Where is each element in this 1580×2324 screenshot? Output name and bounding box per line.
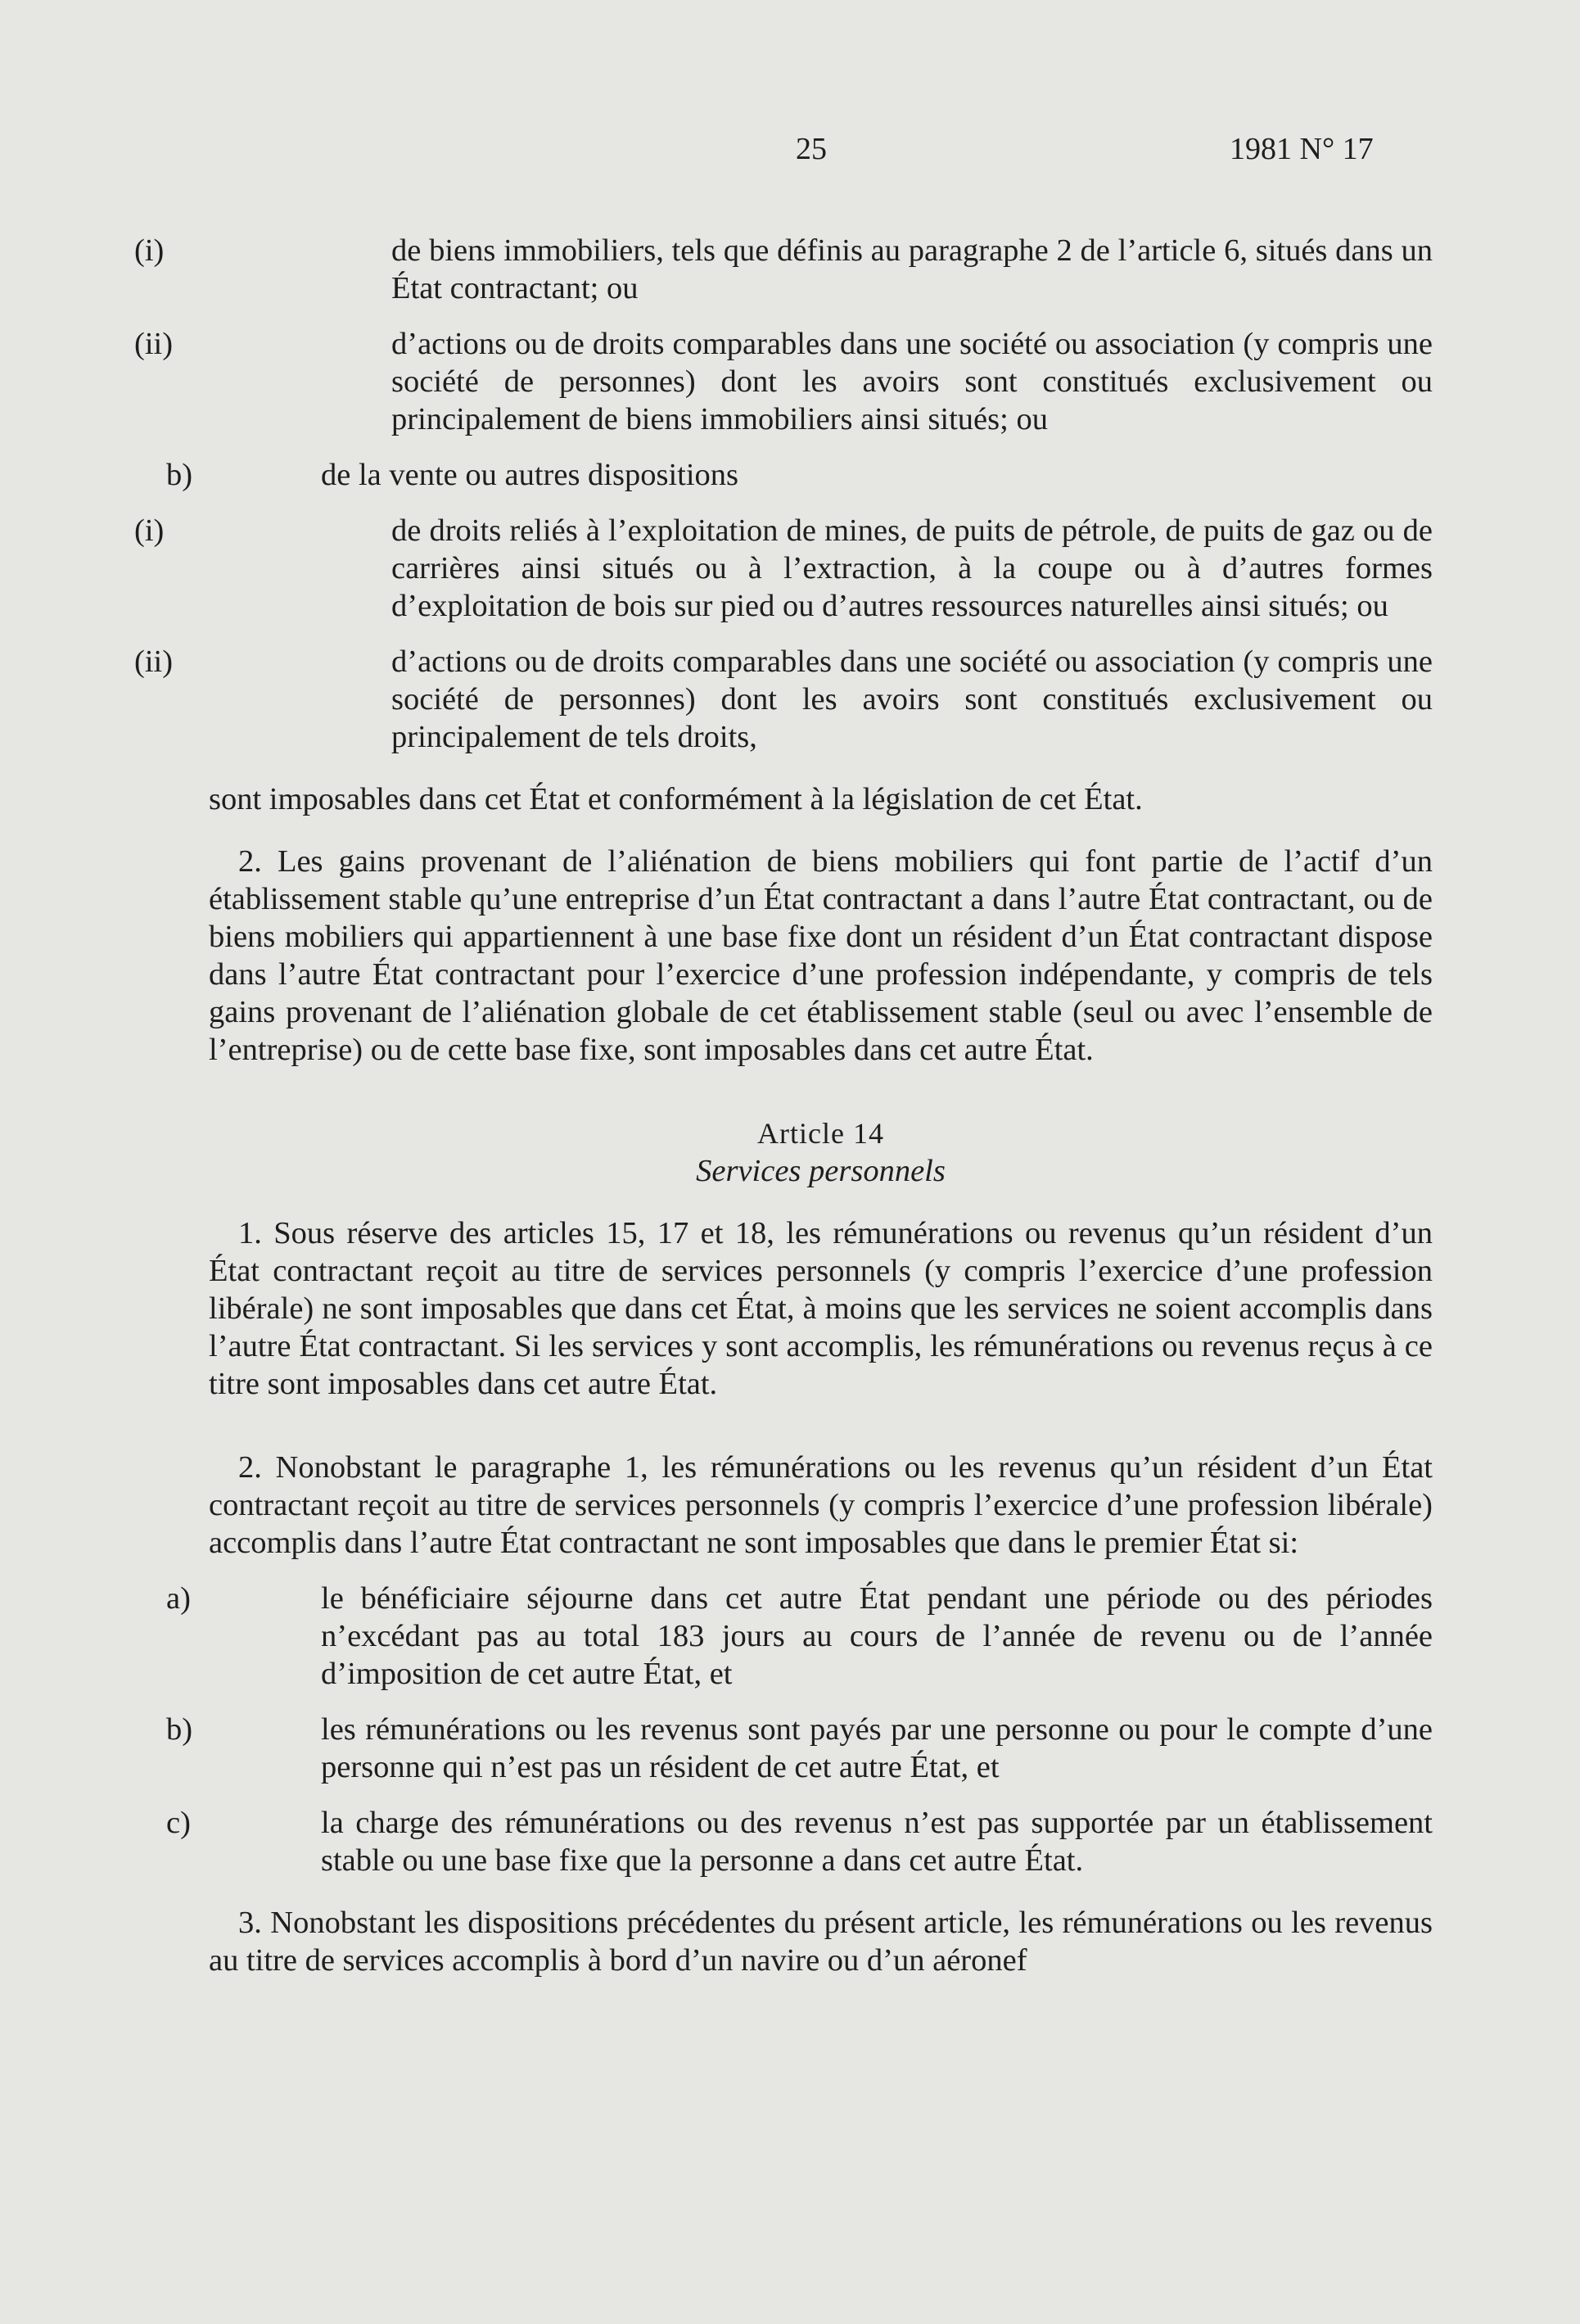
list-item-b [166,1711,1433,1786]
item-label: b) [166,458,193,492]
page-header [0,131,1580,180]
item-text: de biens immobiliers, tels que définis au paragraphe 2 de l’article 6, situés dans un État contractant; ou [391,233,1433,305]
item-text: de droits reliés à l’exploitation de mines, de puits de pétrole, de puits de gaz ou de carrières ainsi situés ou à l’extraction, à la coupe ou à d’autres formes d’exploitation de bois sur pied ou d’autres ressources naturelles ainsi situés; ou [391,513,1433,623]
list-item-b-ii [134,643,1433,756]
list-item-c [166,1804,1433,1879]
year-number: 1981 N° 17 [1230,132,1374,166]
item-label: (ii) [134,644,174,679]
item-text: d’actions ou de droits comparables dans une société ou association (y compris une société de personnes) dont les avoirs sont constitués exclusivement ou principalement de biens immobiliers ainsi situés; ou [391,327,1433,436]
item-label: (i) [134,513,165,548]
article-subtitle: Services personnels [696,1154,946,1188]
list-item-b [166,456,1433,494]
item-text: le bénéficiaire séjourne dans cet autre État pendant une période ou des périodes n’excédant pas au total 183 jours au cours de l’année de revenu ou de l’année d’imposition de cet autre État, et [321,1581,1433,1691]
item-text: les rémunérations ou les revenus sont payés par une personne ou pour le compte d’une personne qui n’est pas un résident de cet autre État, et [321,1712,1433,1784]
article-paragraph-2: 2. Nonobstant le paragraphe 1, les rémunérations ou les revenus qu’un résident d’un État contractant reçoit au titre de services personnels (y compris l’exercice d’une profession libérale) accomplis dans l’autre État contractant ne sont imposables que dans le premier État si: [209,1450,1433,1560]
item-text: de la vente ou autres dispositions [321,458,739,492]
list-item-ii [134,325,1433,438]
item-label: a) [166,1581,191,1616]
list-item-i [134,232,1433,307]
item-label: (ii) [134,327,174,361]
item-label: (i) [134,233,165,268]
list-item-b-i [134,512,1433,625]
article-paragraph-3: 3. Nonobstant les dispositions précédentes du présent article, les rémunérations ou les revenus au titre de services accomplis à bord d’un navire ou d’un aéronef [209,1906,1433,1978]
paragraph-2: 2. Les gains provenant de l’aliénation de biens mobiliers qui font partie de l’actif d’un établissement stable qu’une entreprise d’un État contractant a dans l’autre État contractant, ou de biens mobiliers qui appartiennent à une base fixe dont un résident d’un État contractant dispose dans l’autre État contractant pour l’exercice d’une profession indépendante, y compris de tels gains provenant de l’aliénation globale de cet établissement stable (seul ou avec l’ensemble de l’entreprise) ou de cette base fixe, sont imposables dans cet autre État. [209,844,1433,1067]
item-label: b) [166,1712,193,1747]
article-title: Article 14 [757,1117,884,1150]
article-paragraph-1: 1. Sous réserve des articles 15, 17 et 18, les rémunérations ou revenus qu’un résident d’un État contractant reçoit au titre de services personnels (y compris l’exercice d’une profession libérale) ne sont imposables que dans cet État, à moins que les services ne soient accomplis dans l’autre État contractant. Si les services y sont accomplis, les rémunérations ou revenus reçus à ce titre sont imposables dans cet autre État. [209,1216,1433,1401]
page-number: 25 [796,132,827,166]
document-body [134,232,1433,1979]
item-text: d’actions ou de droits comparables dans une société ou association (y compris une société de personnes) dont les avoirs sont constitués exclusivement ou principalement de tels droits, [391,644,1433,754]
item-text: la charge des rémunérations ou des revenus n’est pas supportée par un établissement stable ou une base fixe que la personne a dans cet autre État. [321,1806,1433,1878]
paragraph-closing: sont imposables dans cet État et conformément à la législation de cet État. [209,782,1143,816]
item-label: c) [166,1806,191,1840]
list-item-a [166,1580,1433,1693]
